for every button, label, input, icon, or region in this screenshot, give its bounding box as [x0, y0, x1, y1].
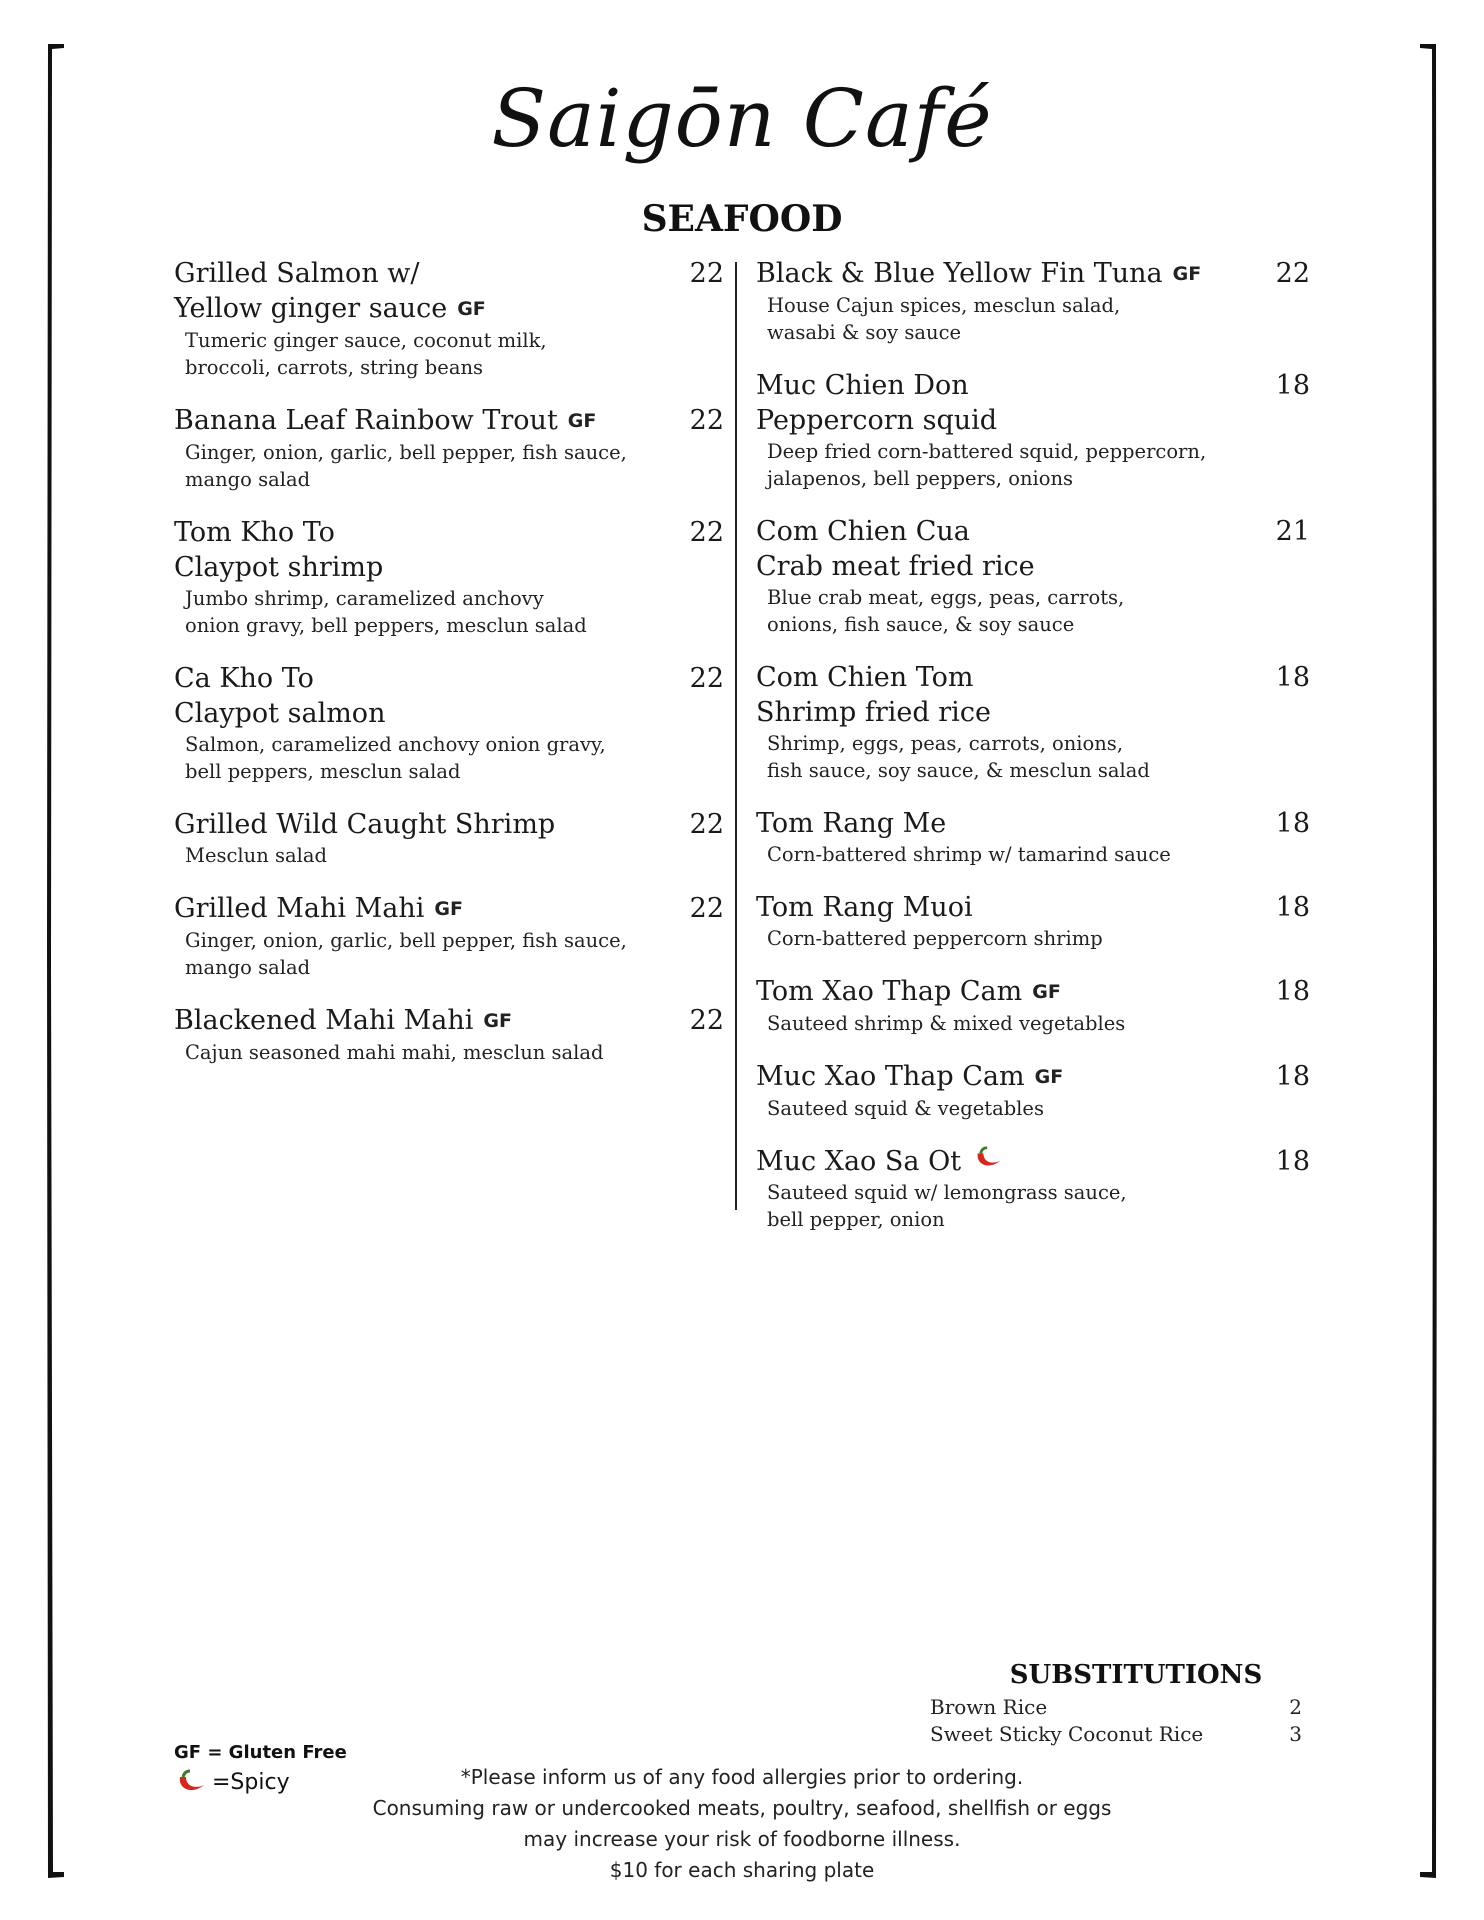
menu-item-header: [174, 515, 724, 585]
menu-item-name: Tom Rang Muoi: [756, 892, 973, 923]
menu-item-name-line: [756, 1144, 1007, 1179]
menu-item: [174, 891, 724, 981]
menu-item-header: [756, 806, 1310, 841]
menu-item-subtitle: Claypot salmon: [174, 698, 386, 729]
menu-item-description: Ginger, onion, garlic, bell pepper, fish sauce,: [185, 929, 627, 952]
menu-item: [756, 890, 1310, 952]
substitution-label: Sweet Sticky Coconut Rice: [930, 1722, 1204, 1746]
right-bracket-border: [1418, 42, 1440, 1880]
menu-item-subtitle: Yellow ginger sauce: [174, 293, 448, 324]
substitution-label: Brown Rice: [930, 1695, 1048, 1719]
menu-item-name-line: [174, 891, 463, 927]
menu-item-name: Ca Kho To: [174, 663, 314, 694]
menu-item-description: Jumbo shrimp, caramelized anchovy: [185, 587, 544, 610]
menu-item-price: 18: [1275, 1061, 1310, 1092]
menu-item: [174, 661, 724, 785]
menu-item-title: [174, 515, 383, 585]
menu-item-price: 18: [1275, 808, 1310, 839]
menu-item-name-line: [174, 807, 555, 842]
menu-item-header: [756, 256, 1310, 292]
menu-item-name-line: [756, 368, 997, 403]
legend-spicy-label: =Spicy: [212, 1769, 290, 1795]
menu-item-description: onion gravy, bell peppers, mesclun salad: [185, 614, 587, 637]
menu-item-name-line: [756, 256, 1201, 292]
menu-item-name-line: [174, 256, 486, 291]
menu-item-price: 22: [689, 809, 724, 840]
menu-item-header: [756, 660, 1310, 730]
menu-item-price: 22: [689, 663, 724, 694]
notice-line: Consuming raw or undercooked meats, poultry, seafood, shellfish or eggs: [372, 1796, 1112, 1820]
menu-item-title: [756, 1144, 1007, 1179]
gluten-free-badge: GF: [567, 410, 597, 432]
menu-item-description: House Cajun spices, mesclun salad,: [767, 294, 1121, 317]
menu-item-title: [756, 514, 1035, 584]
gluten-free-badge: GF: [457, 298, 486, 320]
menu-item-description: Cajun seasoned mahi mahi, mesclun salad: [185, 1041, 604, 1064]
menu-item-name: Muc Chien Don: [756, 370, 969, 401]
menu-item-name: Grilled Mahi Mahi: [174, 893, 425, 924]
legend-gluten-free: GF = Gluten Free: [174, 1742, 347, 1763]
menu-item-price: 18: [1275, 976, 1310, 1007]
menu-item-subtitle: Claypot shrimp: [174, 552, 384, 583]
menu-item-name-line: [756, 1059, 1063, 1095]
gluten-free-badge: GF: [1172, 263, 1202, 285]
menu-column-right: [756, 256, 1310, 1255]
menu-item-title: [174, 403, 596, 439]
left-bracket-border: [44, 42, 66, 1880]
menu-item-header: [174, 891, 724, 927]
menu-item-name-line: [174, 515, 383, 550]
menu-item-subtitle-line: [174, 291, 486, 327]
menu-item-title: [174, 891, 463, 927]
menu-item-name: Black & Blue Yellow Fin Tuna: [756, 258, 1163, 289]
menu-item-description: Shrimp, eggs, peas, carrots, onions,: [767, 732, 1124, 755]
menu-item-name-line: [756, 974, 1061, 1010]
menu-item: [756, 1059, 1310, 1122]
menu-item: [756, 368, 1310, 492]
menu-item-name-line: [756, 890, 973, 925]
section-title: SEAFOOD: [641, 198, 843, 240]
menu-item-title: [756, 1059, 1063, 1095]
menu-item-price: 18: [1275, 370, 1310, 401]
menu-item: [174, 515, 724, 639]
menu-item-subtitle: Shrimp fried rice: [756, 697, 991, 728]
menu-item: [756, 514, 1310, 638]
menu-item-price: 22: [689, 405, 724, 436]
substitution-price: 2: [1289, 1695, 1302, 1719]
menu-item-title: [174, 661, 385, 731]
menu-item-name: Com Chien Cua: [756, 516, 970, 547]
menu-item-price: 18: [1275, 662, 1310, 693]
brand-logo: Saigōn Café: [491, 72, 993, 165]
menu-item-name: Com Chien Tom: [756, 662, 974, 693]
menu-item: [756, 974, 1310, 1037]
menu-item-subtitle-line: [756, 695, 991, 730]
menu-item-header: [174, 1003, 724, 1039]
menu-item-title: [756, 368, 997, 438]
menu-item-price: 22: [689, 893, 724, 924]
menu-item-price: 22: [689, 517, 724, 548]
menu-item-header: [174, 403, 724, 439]
menu-item-header: [174, 256, 724, 327]
menu-item-title: [174, 256, 486, 327]
menu-item-title: [756, 660, 991, 730]
substitution-row: [930, 1721, 1302, 1748]
menu-item-title: [174, 807, 555, 842]
menu-item-subtitle-line: [174, 550, 383, 585]
menu-item-price: 21: [1275, 516, 1310, 547]
menu-item: [756, 806, 1310, 868]
allergy-notice: [0, 1762, 1484, 1886]
menu-item: [174, 403, 724, 493]
substitutions-title: SUBSTITUTIONS: [1009, 1660, 1263, 1690]
menu-item-price: 18: [1275, 1146, 1310, 1177]
menu-item-header: [756, 974, 1310, 1010]
menu-item: [174, 807, 724, 869]
menu-item-name-line: [756, 514, 1035, 549]
menu-item: [174, 1003, 724, 1066]
menu-item: [756, 660, 1310, 784]
menu-item-description: broccoli, carrots, string beans: [185, 356, 484, 379]
menu-item: [756, 1144, 1310, 1233]
menu-item-description: Salmon, caramelized anchovy onion gravy,: [185, 733, 606, 756]
menu-item-title: [756, 974, 1061, 1010]
menu-item-description: Corn-battered peppercorn shrimp: [767, 927, 1103, 950]
menu-item-name-line: [174, 1003, 512, 1039]
menu-item-description: onions, fish sauce, & soy sauce: [767, 613, 1075, 636]
substitutions-box: [930, 1660, 1302, 1748]
notice-line: *Please inform us of any food allergies prior to ordering.: [460, 1765, 1024, 1789]
menu-item-name: Muc Xao Thap Cam: [756, 1061, 1025, 1092]
menu-item-header: [756, 1144, 1310, 1179]
gluten-free-badge: GF: [1032, 981, 1061, 1003]
chili-pepper-icon: [971, 1144, 1007, 1172]
menu-item-header: [756, 368, 1310, 438]
menu-item-header: [756, 890, 1310, 925]
menu-item-description: bell pepper, onion: [767, 1208, 945, 1231]
menu-column-left: [174, 256, 724, 1088]
menu-item: [174, 256, 724, 381]
menu-item-description: Deep fried corn-battered squid, peppercorn,: [767, 440, 1207, 463]
menu-item-description: Mesclun salad: [185, 844, 327, 867]
menu-item-description: mango salad: [185, 956, 311, 979]
menu-item: [756, 256, 1310, 346]
menu-item-title: [756, 806, 946, 841]
menu-item-price: 22: [689, 258, 724, 289]
menu-item-name: Grilled Wild Caught Shrimp: [174, 809, 556, 840]
notice-line: $10 for each sharing plate: [609, 1858, 875, 1882]
menu-item-description: Ginger, onion, garlic, bell pepper, fish sauce,: [185, 441, 627, 464]
menu-item-header: [756, 514, 1310, 584]
menu-item-name: Banana Leaf Rainbow Trout: [174, 405, 558, 436]
menu-item-price: 22: [1275, 258, 1310, 289]
menu-item-name-line: [756, 806, 946, 841]
menu-item-name-line: [174, 403, 596, 439]
menu-item-title: [174, 1003, 512, 1039]
notice-line: may increase your risk of foodborne illness.: [523, 1827, 961, 1851]
menu-item-name: Tom Kho To: [174, 517, 335, 548]
menu-item-name-line: [174, 661, 385, 696]
menu-item-description: Sauteed shrimp & mixed vegetables: [767, 1012, 1126, 1035]
menu-item-header: [174, 807, 724, 842]
menu-item-subtitle: Peppercorn squid: [756, 405, 998, 436]
menu-item-name: Tom Xao Thap Cam: [756, 976, 1023, 1007]
menu-item-description: bell peppers, mesclun salad: [185, 760, 461, 783]
menu-item-header: [174, 661, 724, 731]
menu-item-name-line: [756, 660, 991, 695]
menu-item-description: Sauteed squid & vegetables: [767, 1097, 1044, 1120]
menu-item-subtitle-line: [756, 549, 1035, 584]
gluten-free-badge: GF: [483, 1010, 512, 1032]
substitution-price: 3: [1289, 1722, 1302, 1746]
menu-item-name: Grilled Salmon w/: [174, 258, 420, 289]
menu-item-description: Blue crab meat, eggs, peas, carrots,: [767, 586, 1125, 609]
gluten-free-badge: GF: [1034, 1066, 1064, 1088]
menu-item-description: jalapenos, bell peppers, onions: [767, 467, 1074, 490]
menu-item-name: Blackened Mahi Mahi: [174, 1005, 474, 1036]
menu-item-description: fish sauce, soy sauce, & mesclun salad: [767, 759, 1150, 782]
column-divider: [734, 262, 738, 1210]
menu-item-name: Muc Xao Sa Ot: [756, 1146, 962, 1177]
menu-item-price: 22: [689, 1005, 724, 1036]
menu-item-subtitle-line: [174, 696, 385, 731]
menu-item-subtitle-line: [756, 403, 997, 438]
menu-item-header: [756, 1059, 1310, 1095]
menu-item-price: 18: [1275, 892, 1310, 923]
menu-item-description: Corn-battered shrimp w/ tamarind sauce: [767, 843, 1171, 866]
menu-item-description: mango salad: [185, 468, 311, 491]
menu-item-title: [756, 256, 1201, 292]
menu-item-name: Tom Rang Me: [756, 808, 947, 839]
substitution-row: [930, 1694, 1302, 1721]
menu-item-description: Sauteed squid w/ lemongrass sauce,: [767, 1181, 1127, 1204]
menu-item-description: Tumeric ginger sauce, coconut milk,: [185, 329, 547, 352]
menu-item-title: [756, 890, 973, 925]
menu-item-description: wasabi & soy sauce: [767, 321, 962, 344]
menu-item-subtitle: Crab meat fried rice: [756, 551, 1035, 582]
gluten-free-badge: GF: [434, 898, 463, 920]
